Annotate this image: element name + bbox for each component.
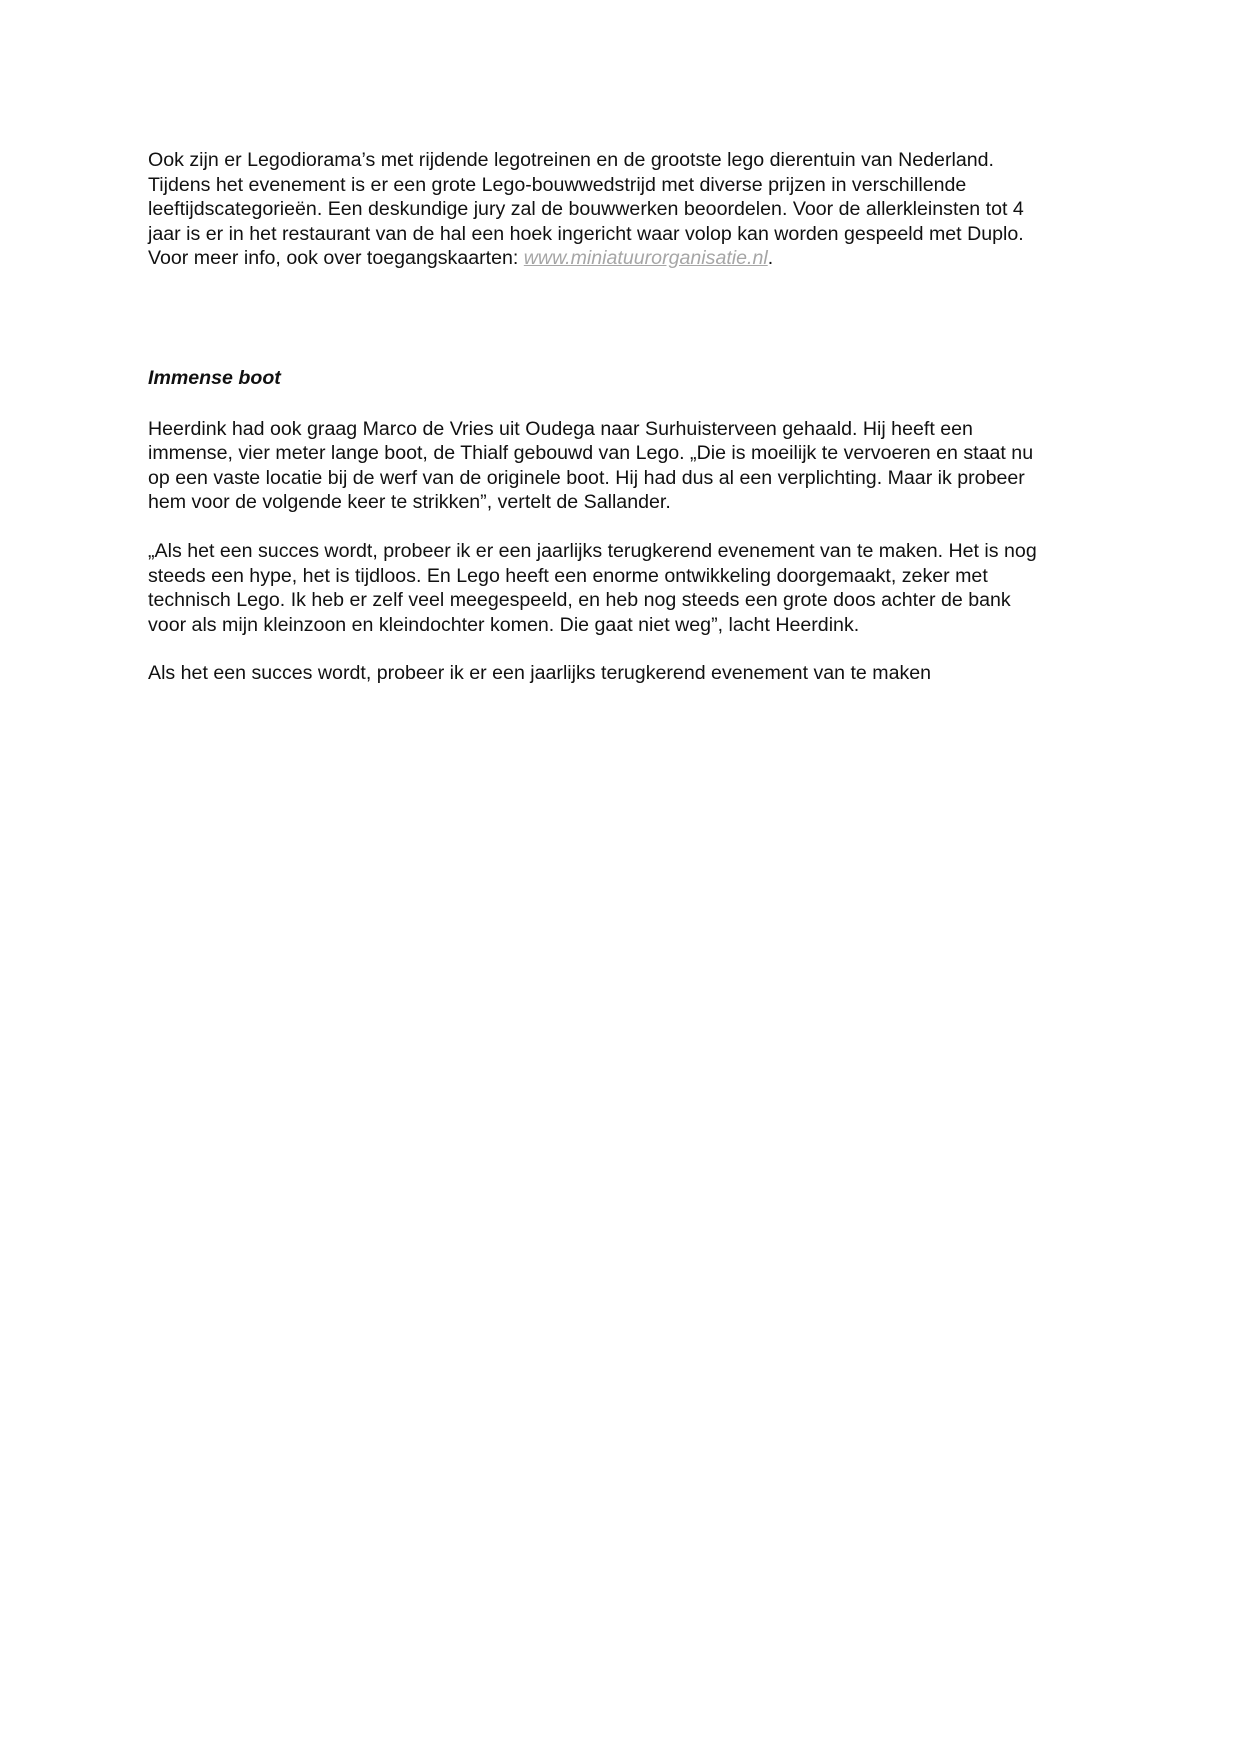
intro-paragraph <box>148 148 1108 271</box>
body-paragraph-heerdink: Heerdink had ook graag Marco de Vries uit Oudega naar Surhuisterveen gehaald. Hij heeft een immense, vier meter lange boot, de Thialf gebouwd van Lego. „Die is moeilijk te vervoeren en staat nu op een vaste locatie bij de werf van de originele boot. Hij had dus al een verplichting. Maar ik probeer hem voor de volgende keer te strikken”, vertelt de Sallander. <box>148 417 1034 514</box>
body-paragraph-quote: „Als het een succes wordt, probeer ik er een jaarlijks terugkerend evenement van te maken. Het is nog steeds een hype, het is tijdloos. En Lego heeft een enorme ontwikkeling doorgemaakt, zeker met technisch Lego. Ik heb er zelf veel meegespeeld, en heb nog steeds een grote doos achter de bank voor als mijn kleinzoon en kleindochter komen. Die gaat niet weg”, lacht Heerdink. <box>148 539 1037 636</box>
body-paragraph-closing: Als het een succes wordt, probeer ik er een jaarlijks terugkerend evenement van te maken <box>148 662 932 685</box>
section-heading: Immense boot <box>148 366 281 389</box>
document-body <box>148 148 1108 686</box>
intro-text: Ook zijn er Legodiorama’s met rijdende legotreinen en de grootste lego dierentuin van Nederland. Tijdens het evenement is er een grote Lego-bouwwedstrijd met diverse prijzen in verschillende leeftijdscategorieën. Een deskundige jury zal de bouwwerken beoordelen. Voor de allerkleinsten tot 4 jaar is er in het restaurant van de hal een hoek ingericht waar volop kan worden gespeeld met Duplo. Voor meer info, ook over toegangskaarten: <box>148 149 1024 270</box>
intro-end-punctuation: . <box>767 247 774 270</box>
website-link[interactable]: www.miniatuurorganisatie.nl <box>523 247 768 270</box>
